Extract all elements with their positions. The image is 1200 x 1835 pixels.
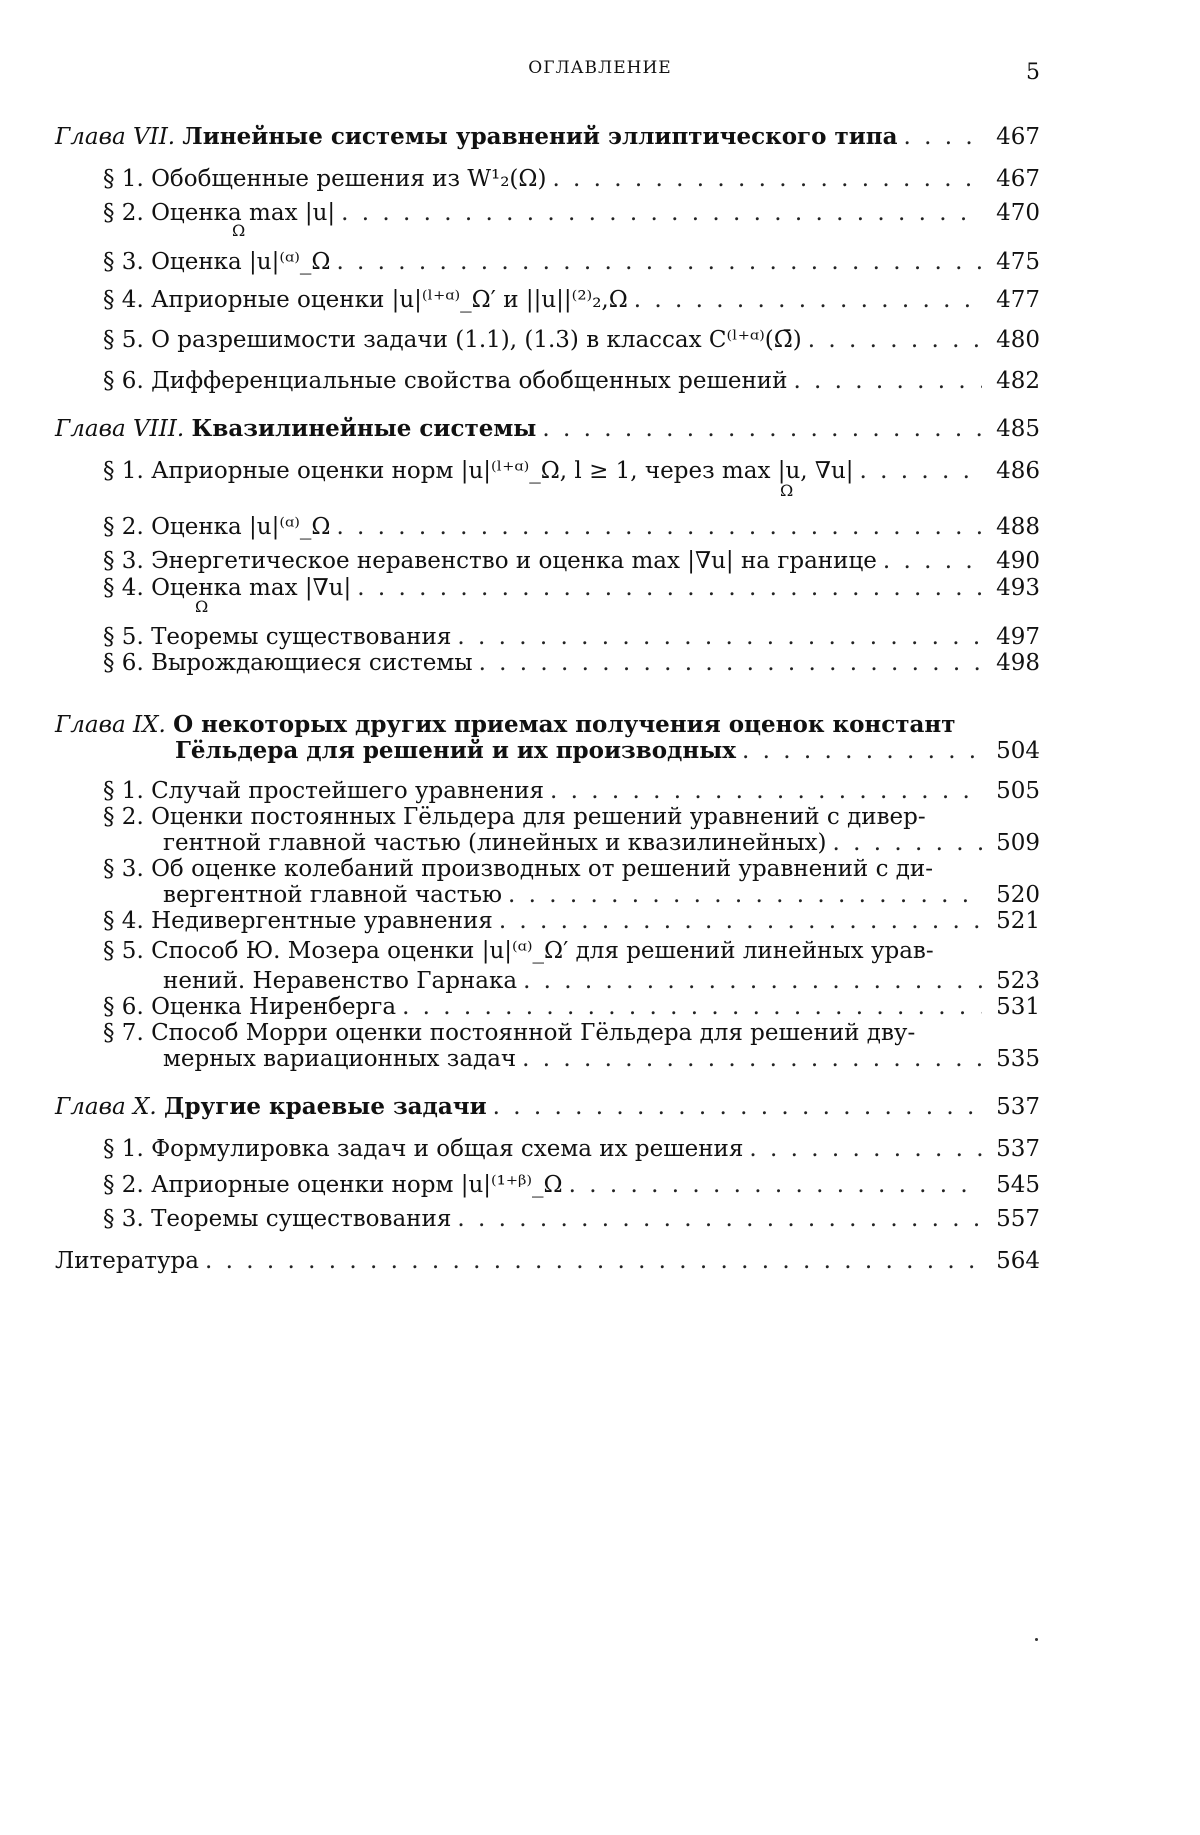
toc-page: 531 [990,994,1040,1020]
max-subscript: Ω [0,482,793,500]
leader-dots [550,778,982,804]
toc-page: 475 [990,249,1040,275]
leader-dots [749,1136,982,1162]
toc-page: 557 [990,1206,1040,1232]
toc-section[interactable] [0,778,1200,804]
leader-dots [457,624,982,650]
toc-chapter-9[interactable] [0,712,1200,738]
section-title: § 6. Оценка Ниренберга [0,994,396,1020]
section-title: § 1. Формулировка задач и общая схема их решения [0,1136,743,1162]
toc-page: 493 [990,575,1040,601]
chapter-title: Квазилинейные системы [192,415,537,442]
section-title: § 4. Недивергентные уравнения [0,908,493,934]
leader-dots [904,124,982,150]
toc-section[interactable] [0,650,1200,676]
chapter-title: Линейные системы уравнений эллиптического типа [182,123,897,150]
toc-page: 488 [990,514,1040,540]
toc-page: 521 [990,908,1040,934]
leader-dots [634,287,982,313]
toc-page: 498 [990,650,1040,676]
max-subscript: Ω [0,222,245,240]
leader-dots [336,514,982,540]
toc-section[interactable] [0,908,1200,934]
leader-dots [883,548,982,574]
chapter-title: Другие краевые задачи [164,1093,487,1120]
toc-chapter-9-cont[interactable] [0,738,1200,764]
toc-section[interactable] [0,368,1200,394]
section-title-cont: гентной главной частью (линейных и квазилинейных) [0,830,827,856]
leader-dots [542,416,982,442]
chapter-number: Глава VIII. [55,416,184,442]
toc-section[interactable] [0,994,1200,1020]
section-title: § 1. Случай простейшего уравнения [0,778,544,804]
toc-page: 480 [990,327,1040,353]
toc-page: 477 [990,287,1040,313]
leader-dots [336,249,982,275]
leader-dots [793,368,982,394]
toc-page: 490 [990,548,1040,574]
toc-subscript-row [0,482,1200,500]
toc-page: 486 [990,458,1040,484]
section-title: § 1. Обобщенные решения из W¹₂(Ω) [0,166,546,192]
running-title: ОГЛАВЛЕНИЕ [0,58,1200,78]
toc-page: 497 [990,624,1040,650]
chapter-number: Глава X. [55,1094,157,1120]
section-title: § 2. Оценки постоянных Гёльдера для решений уравнений с дивер- [0,804,926,830]
toc-page: 520 [990,882,1040,908]
toc-section[interactable] [0,1206,1200,1232]
toc-page: 535 [990,1046,1040,1072]
section-title: § 2. Оценка |u|⁽ᵅ⁾_Ω [0,514,330,540]
toc-page: 505 [990,778,1040,804]
leader-dots [479,650,982,676]
section-title: § 3. Оценка |u|⁽ᵅ⁾_Ω [0,249,330,275]
section-title: § 5. Теоремы существования [0,624,451,650]
toc-page: 509 [990,830,1040,856]
leader-dots [742,738,982,764]
toc-page: 485 [990,416,1040,442]
toc-section[interactable] [0,327,1200,353]
toc-page: 564 [990,1248,1040,1274]
toc-section[interactable] [0,624,1200,650]
leader-dots [402,994,982,1020]
section-title: § 7. Способ Морри оценки постоянной Гёльдера для решений дву- [0,1020,915,1046]
leader-dots [508,882,982,908]
leader-dots [499,908,982,934]
toc-section[interactable] [0,514,1200,540]
leader-dots [808,327,982,353]
toc-section[interactable] [0,287,1200,313]
leader-dots [493,1094,982,1120]
max-subscript: Ω [0,598,208,616]
chapter-title: О некоторых других приемах получения оценок констант [173,711,955,738]
leader-dots [522,1046,982,1072]
chapter-title-cont: Гёльдера для решений и их производных [0,738,736,764]
toc-section[interactable] [0,856,1200,882]
leader-dots [833,830,983,856]
toc-chapter-10[interactable] [0,1094,1200,1120]
toc-page: 467 [990,166,1040,192]
chapter-number: Глава VII. [55,124,175,150]
toc-page: 537 [990,1136,1040,1162]
leader-dots [860,458,982,484]
section-title: § 4. Оценка max |∇u| [0,575,351,601]
toc-chapter-7[interactable] [0,124,1200,150]
section-title-cont: нений. Неравенство Гарнака [0,968,517,994]
toc-section[interactable] [0,938,1200,964]
toc-section-cont[interactable] [0,882,1200,908]
toc-section[interactable] [0,458,1200,484]
section-title: § 6. Вырождающиеся системы [0,650,473,676]
toc-section[interactable] [0,548,1200,574]
book-page [0,0,1200,1835]
toc-subscript-row [0,598,1200,616]
toc-section-cont[interactable] [0,968,1200,994]
leader-dots [205,1248,982,1274]
toc-page: 482 [990,368,1040,394]
chapter-number: Глава IX. [55,712,166,738]
toc-section[interactable] [0,804,1200,830]
toc-page: 467 [990,124,1040,150]
section-title-cont: мерных вариационных задач [0,1046,516,1072]
toc-section[interactable] [0,166,1200,192]
toc-chapter-8[interactable] [0,416,1200,442]
toc-literature[interactable] [0,1248,1200,1274]
literature-title: Литература [0,1248,199,1274]
section-title: § 5. Способ Ю. Мозера оценки |u|⁽ᵅ⁾_Ω′ для решений линейных урав- [0,938,934,964]
section-title: § 4. Априорные оценки |u|⁽ˡ⁺ᵅ⁾_Ω′ и ||u||⁽²⁾₂,Ω [0,287,628,313]
section-title: § 3. Об оценке колебаний производных от решений уравнений с ди- [0,856,933,882]
section-title: § 3. Теоремы существования [0,1206,451,1232]
toc-page: 504 [990,738,1040,764]
section-title-cont: вергентной главной частью [0,882,502,908]
section-title: § 6. Дифференциальные свойства обобщенных решений [0,368,787,394]
toc-section-cont[interactable] [0,1046,1200,1072]
page-number: 5 [1026,60,1040,85]
leader-dots [552,166,982,192]
toc-page: 545 [990,1172,1040,1198]
toc-page: 523 [990,968,1040,994]
leader-dots [457,1206,982,1232]
leader-dots [523,968,982,994]
toc-page: 470 [990,200,1040,226]
toc-subscript-row [0,222,1200,240]
toc-section-cont[interactable] [0,830,1200,856]
print-speck [1035,1638,1038,1641]
section-title: § 1. Априорные оценки норм |u|⁽ˡ⁺ᵅ⁾_Ω, l ≥ 1, через max |u, ∇u| [0,458,854,484]
section-title: § 5. О разрешимости задачи (1.1), (1.3) в классах C⁽ˡ⁺ᵅ⁾(Ω̄) [0,327,802,353]
page-header [0,58,1200,82]
leader-dots [569,1172,982,1198]
section-title: § 3. Энергетическое неравенство и оценка max |∇u| на границе [0,548,877,574]
toc-section[interactable] [0,1172,1200,1198]
toc-section[interactable] [0,1136,1200,1162]
section-title: § 2. Оценка max |u| [0,200,335,226]
toc-section[interactable] [0,1020,1200,1046]
section-title: § 2. Априорные оценки норм |u|⁽¹⁺ᵝ⁾_Ω [0,1172,563,1198]
toc-page: 537 [990,1094,1040,1120]
toc-section[interactable] [0,249,1200,275]
